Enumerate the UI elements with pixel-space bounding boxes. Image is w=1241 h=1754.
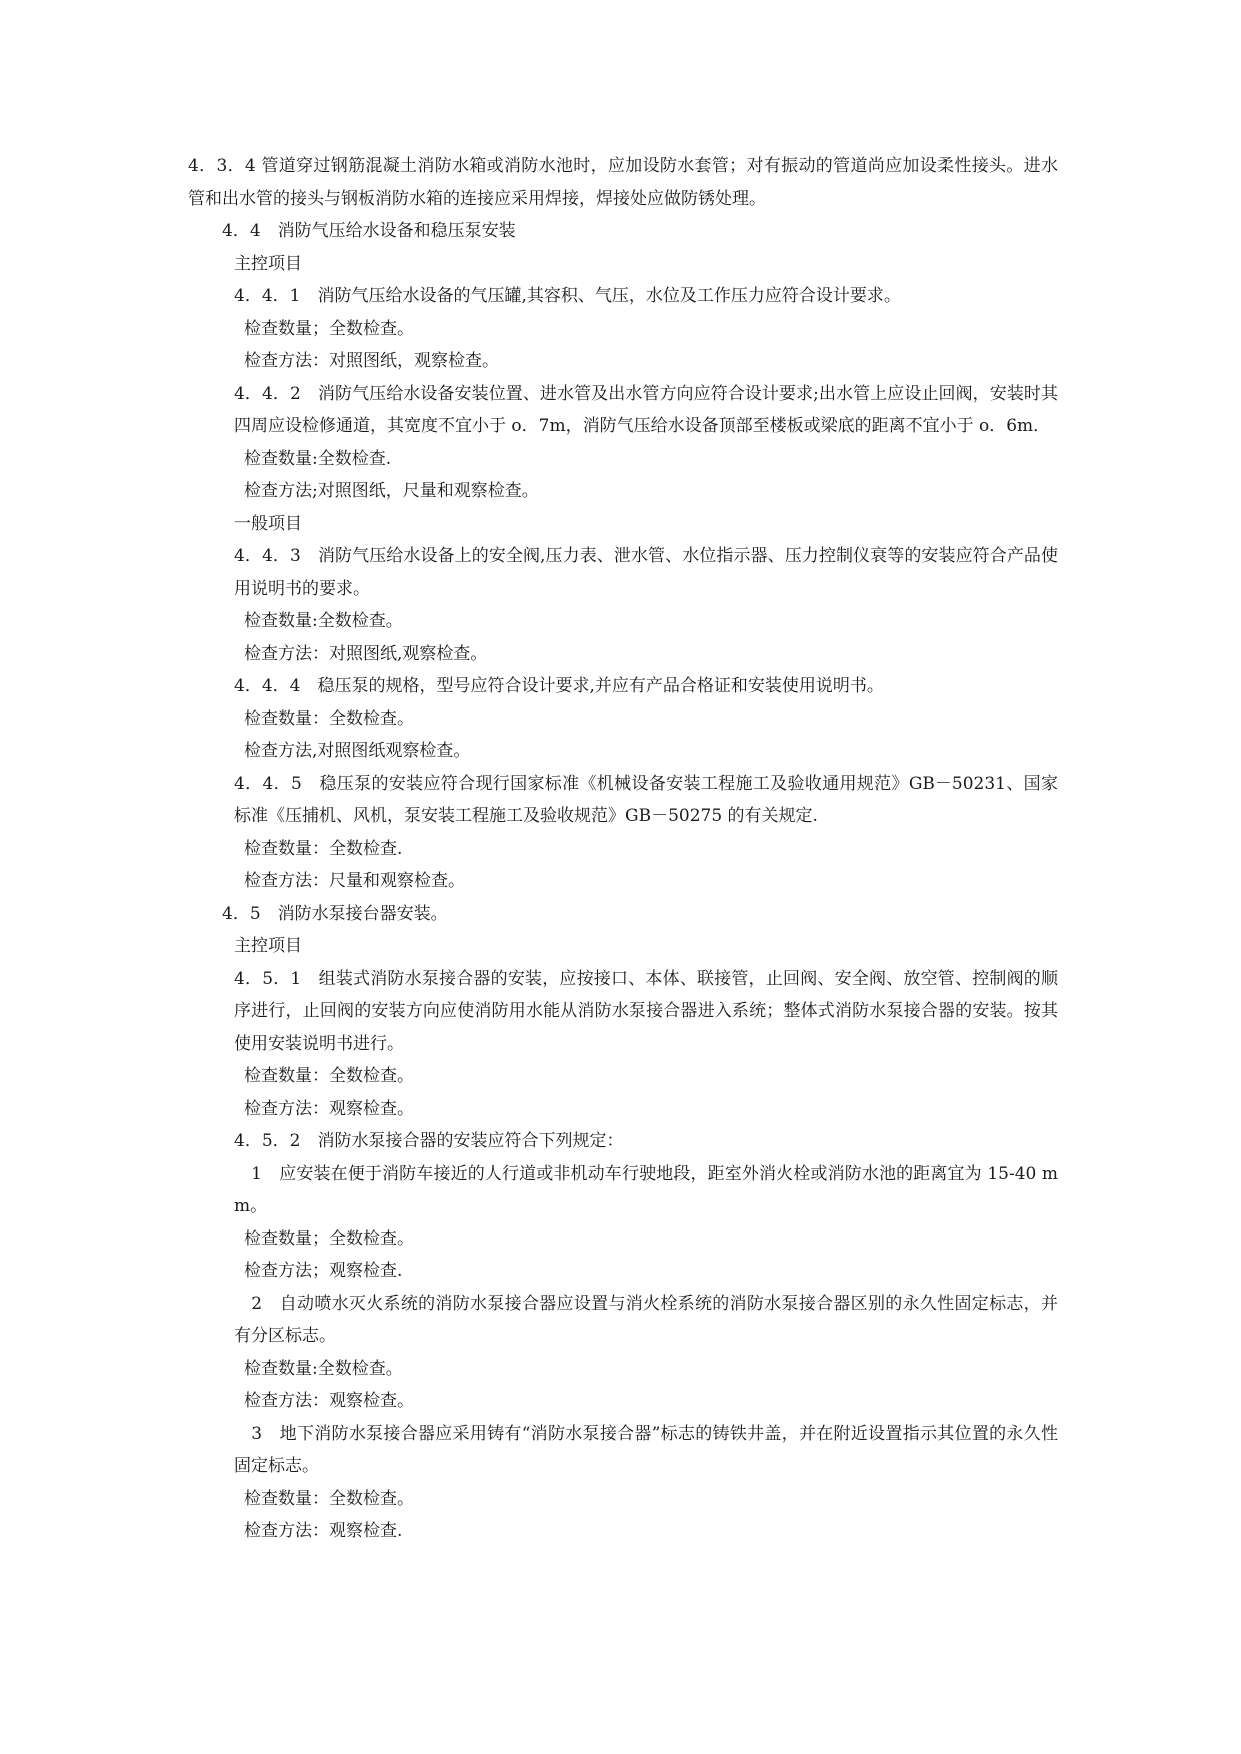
- paragraph: 检查方法：观察检查。: [244, 1098, 414, 1119]
- paragraph: 检查数量：全数检查.: [244, 838, 403, 859]
- paragraph: 主控项目: [234, 253, 302, 274]
- paragraph: 一般项目: [234, 513, 302, 534]
- paragraph: 2 自动喷水灭火系统的消防水泵接合器应设置与消火栓系统的消防水泵接合器区别的永久性固定标志，并有分区标志。: [234, 1293, 1058, 1346]
- paragraph: 检查数量：全数检查。: [244, 1488, 414, 1509]
- paragraph: 4．4．2 消防气压给水设备安装位置、进水管及出水管方向应符合设计要求;出水管上应设止回阀，安装时其四周应设检修通道，其宽度不宜小于 o．7m，消防气压给水设备顶部至楼板或梁底的距离不宜小于 o．6m．: [234, 383, 1058, 436]
- paragraph: 检查方法：观察检查.: [244, 1521, 403, 1541]
- paragraph: 4．5．1 组装式消防水泵接合器的安装，应按接口、本体、联接管，止回阀、安全阀、放空管、控制阀的顺序进行，止回阀的安装方向应使消防用水能从消防水泵接合器进入系统；整体式消防水泵接合器的安装。按其使用安装说明书进行。: [234, 968, 1058, 1054]
- paragraph: 检查方法；观察检查.: [244, 1261, 403, 1281]
- paragraph: 检查方法;对照图纸，尺量和观察检查。: [244, 481, 539, 501]
- paragraph: 4．3．4 管道穿过钢筋混凝土消防水箱或消防水池时，应加设防水套管；对有振动的管道尚应加设柔性接头。进水管和出水管的接头与钢板消防水箱的连接应采用焊接，焊接处应做防锈处理。: [188, 156, 1058, 209]
- paragraph: 4．4 消防气压给水设备和稳压泵安装: [222, 221, 516, 241]
- paragraph: 检查数量:全数检查。: [244, 611, 403, 631]
- paragraph: 4．4．5 稳压泵的安装应符合现行国家标准《机械设备安装工程施工及验收通用规范》GB－50231、国家标准《压捕机、风机，泵安装工程施工及验收规范》GB－50275 的有关规定.: [234, 773, 1058, 826]
- paragraph: 3 地下消防水泵接合器应采用铸有“消防水泵接合器”标志的铸铁井盖，并在附近设置指示其位置的永久性固定标志。: [234, 1423, 1058, 1476]
- paragraph: 检查数量；全数检查。: [244, 1228, 414, 1249]
- paragraph: 检查数量；全数检查。: [244, 318, 414, 339]
- paragraph: 4．4．1 消防气压给水设备的气压罐,其容积、气压，水位及工作压力应符合设计要求。: [234, 286, 901, 306]
- paragraph: 1 应安装在便于消防车接近的人行道或非机动车行驶地段，距室外消火栓或消防水池的距离宜为 15-40 mm。: [234, 1163, 1058, 1216]
- paragraph: 4．4．4 稳压泵的规格，型号应符合设计要求,并应有产品合格证和安装使用说明书。: [234, 676, 884, 696]
- document-body: [188, 150, 1058, 1548]
- paragraph: 4．5 消防水泵接台器安装。: [222, 903, 448, 924]
- paragraph: 4．4．3 消防气压给水设备上的安全阀,压力表、泄水管、水位指示器、压力控制仪衰等的安装应符合产品使用说明书的要求。: [234, 546, 1058, 599]
- paragraph: 检查方法,对照图纸观察检查。: [244, 741, 471, 761]
- paragraph: 检查数量：全数检查。: [244, 708, 414, 729]
- paragraph: 检查方法：对照图纸，观察检查。: [244, 351, 499, 371]
- paragraph: 检查数量：全数检查。: [244, 1066, 414, 1086]
- paragraph: 检查数量:全数检查。: [244, 1358, 403, 1379]
- paragraph: 4．5．2 消防水泵接合器的安装应符合下列规定：: [234, 1131, 624, 1151]
- paragraph: 主控项目: [234, 936, 302, 956]
- paragraph: 检查数量:全数检查.: [244, 448, 392, 469]
- paragraph: 检查方法：尺量和观察检查。: [244, 871, 465, 891]
- paragraph: 检查方法：观察检查。: [244, 1391, 414, 1411]
- paragraph: 检查方法：对照图纸,观察检查。: [244, 643, 488, 664]
